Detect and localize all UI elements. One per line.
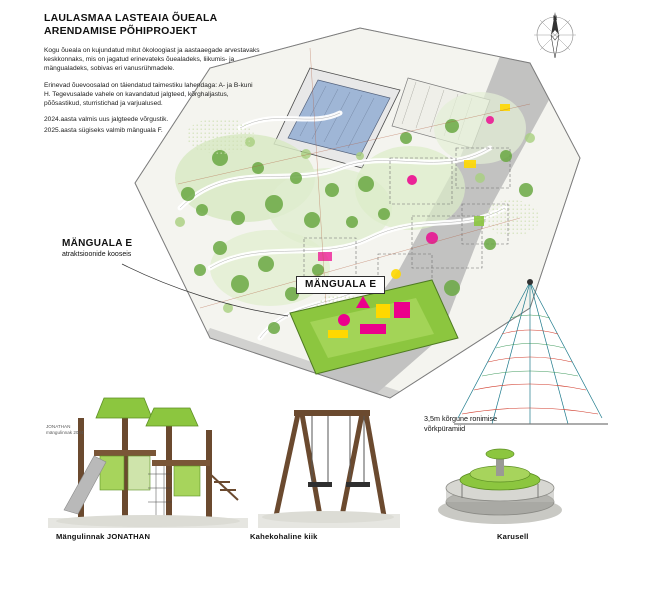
- mangualaE-chip-label: MÄNGUALA E: [296, 276, 385, 294]
- mangualaE-left-label: [62, 238, 132, 259]
- caption-carousel: Karusell: [497, 532, 529, 541]
- caption-play-tower: Mängulinnak JONATHAN: [56, 532, 151, 541]
- photo-carousel: [432, 440, 568, 528]
- svg-text:N: N: [552, 16, 558, 22]
- title-block: [44, 12, 274, 136]
- project-title-line1: LAULASMAA LASTEAIA ÕUEALA: [44, 12, 218, 24]
- photo-play-tower-jonathan: [48, 390, 248, 528]
- net-pyramid-label: 3,5m kõrgune ronimise võrkpüramiid: [424, 414, 498, 433]
- photo-note: JONATHAN mängulinnak 2024: [46, 424, 84, 435]
- photo-net-climbing-pyramid: [440, 278, 620, 430]
- description-paragraph-3: 2024.aasta valmis uus jalgteede võrgustik.: [44, 116, 169, 124]
- description-paragraph-2: Erinevad õuevoosalad on täiendatud taimestiku lahendaga: A- ja B-kuni H. Tegevusalade vahele on kavandatud jalgteed, kõrghaljastus, põõsastikud, sturristichad ja varjualused.: [44, 81, 253, 108]
- mangualaE-left-title: MÄNGUALA E: [62, 238, 133, 249]
- description-paragraph-1: Kogu õueala on kujundatud mitut ökoloogiast ja aastaaegade arvestavaks keskkonnaks, mis on jagatud erinevateks õuealadeks, liikumis- ja mängualadeks, sobivas eri vanusrühmadele.: [44, 47, 260, 73]
- mangualaE-left-subtitle: atraktsioonide kooseis: [62, 251, 132, 258]
- photo-double-swing: [258, 398, 400, 528]
- caption-swing: Kahekohaline kiik: [250, 532, 318, 541]
- north-arrow-icon: [528, 8, 582, 62]
- description-paragraph-4: 2025.aasta sügiseks valmib mänguala F.: [44, 127, 163, 135]
- project-title-line2: ARENDAMISE PÕHIPROJEKT: [44, 25, 198, 37]
